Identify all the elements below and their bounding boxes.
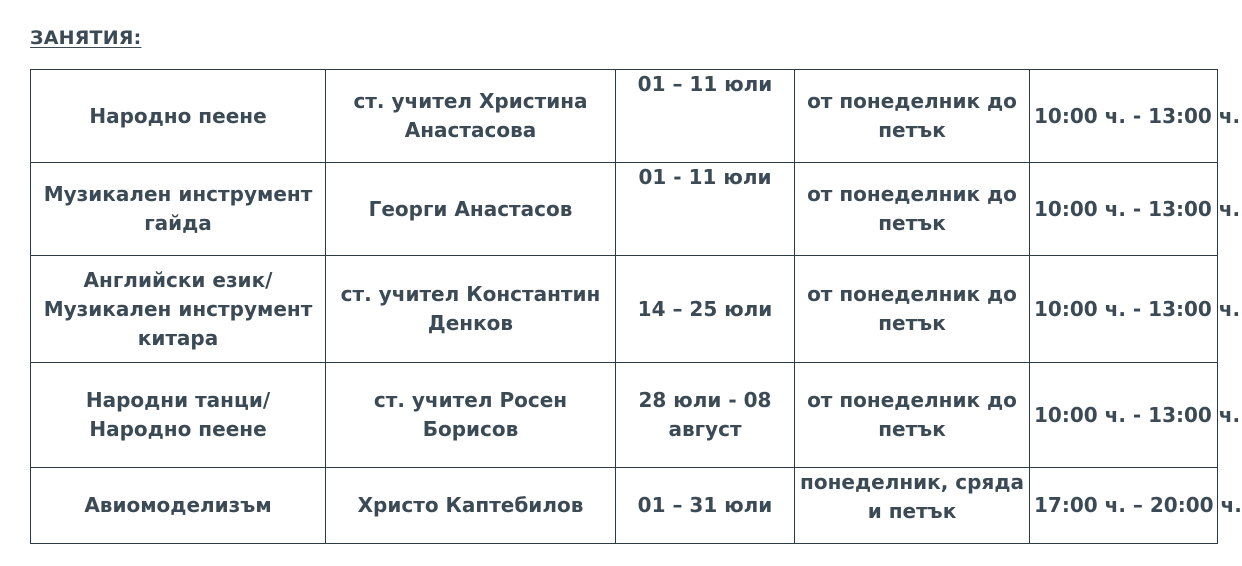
days-cell: понеделник, сряда и петък <box>795 468 1030 544</box>
period-cell: 28 юли - 08 август <box>616 363 795 468</box>
time-cell: 17:00 ч. – 20:00 ч. <box>1030 468 1218 544</box>
activity-cell: Народни танци/Народно пеене <box>31 363 326 468</box>
time-cell: 10:00 ч. - 13:00 ч. <box>1030 163 1218 256</box>
activity-cell: Музикален инструмент гайда <box>31 163 326 256</box>
section-heading: ЗАНЯТИЯ: <box>30 27 142 49</box>
period-cell: 01 – 31 юли <box>616 468 795 544</box>
teacher-cell: ст. учител Росен Борисов <box>326 363 616 468</box>
activity-cell: Авиомоделизъм <box>31 468 326 544</box>
days-cell: от понеделник до петък <box>795 363 1030 468</box>
table-row <box>31 468 1218 544</box>
period-cell: 01 - 11 юли <box>616 163 795 256</box>
time-cell: 10:00 ч. - 13:00 ч. <box>1030 256 1218 363</box>
table-row <box>31 363 1218 468</box>
activities-table <box>30 69 1242 544</box>
teacher-cell: ст. учител Христина Анастасова <box>326 70 616 163</box>
activity-cell: Народно пеене <box>31 70 326 163</box>
period-cell: 01 – 11 юли <box>616 70 795 163</box>
days-cell: от понеделник до петък <box>795 163 1030 256</box>
teacher-cell: ст. учител Константин Денков <box>326 256 616 363</box>
activity-cell: Английски език/ Музикален инструмент китара <box>31 256 326 363</box>
table-row <box>31 256 1218 363</box>
time-cell: 10:00 ч. - 13:00 ч. <box>1030 363 1218 468</box>
days-cell: от понеделник до петък <box>795 256 1030 363</box>
period-cell: 14 – 25 юли <box>616 256 795 363</box>
teacher-cell: Георги Анастасов <box>326 163 616 256</box>
time-cell: 10:00 ч. - 13:00 ч. <box>1030 70 1218 163</box>
days-cell: от понеделник до петък <box>795 70 1030 163</box>
table-row <box>31 70 1218 163</box>
table-row <box>31 163 1218 256</box>
teacher-cell: Христо Каптебилов <box>326 468 616 544</box>
